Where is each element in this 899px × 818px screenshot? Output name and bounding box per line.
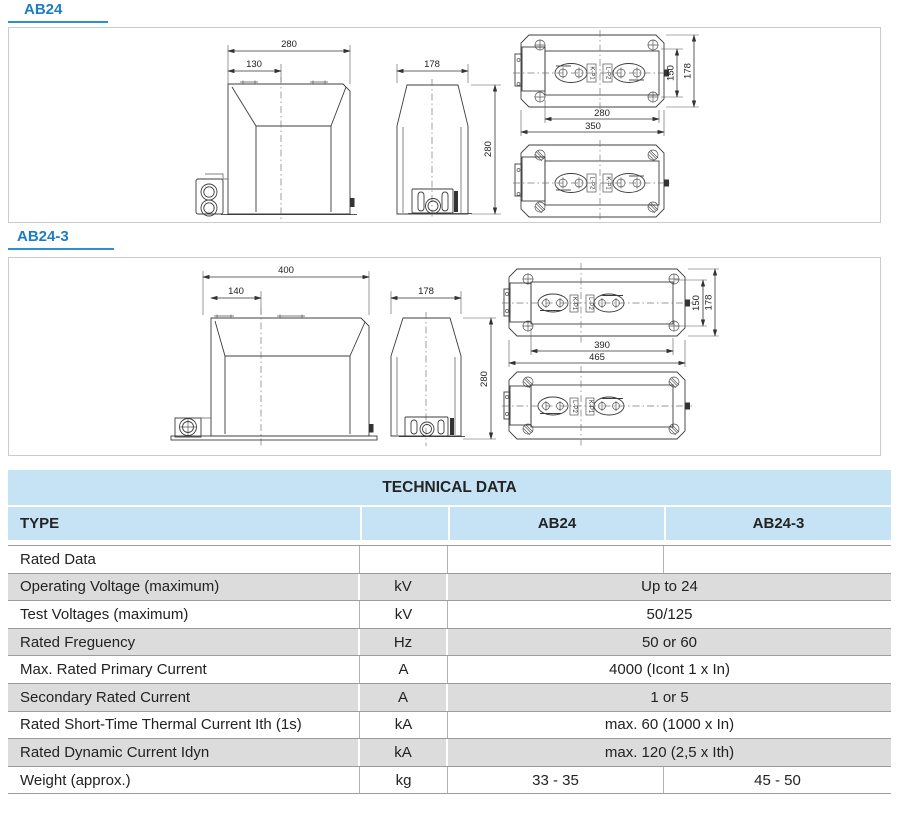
row-value: max. 60 (1000 x In) <box>604 716 735 734</box>
table-row <box>8 546 891 574</box>
terminal-label-l: L-P2 <box>587 297 593 310</box>
table-row <box>8 656 891 684</box>
section-title-ab24-3 <box>8 229 114 250</box>
ab24-bottom-view <box>513 140 671 220</box>
technical-drawing-ab24 <box>9 28 878 220</box>
dim-front-width: 400 <box>278 265 294 276</box>
ab24-3-front-view <box>171 265 377 447</box>
table-row <box>8 629 891 657</box>
section-title-ab24-text: AB24 <box>24 1 63 18</box>
table-header-row <box>8 507 891 540</box>
row-unit: kA <box>360 739 448 766</box>
terminal-label-k: K-P1 <box>588 66 595 80</box>
col-header-ab24: AB24 <box>448 507 664 540</box>
dim-top-total-width: 465 <box>589 352 605 363</box>
drawing-panel-ab24 <box>8 27 881 223</box>
technical-data-table <box>8 470 891 794</box>
dim-top-hole-span: 150 <box>691 295 702 311</box>
row-unit: A <box>360 656 448 683</box>
row-label: Operating Voltage (maximum) <box>8 574 360 601</box>
dim-side-width: 178 <box>424 59 440 70</box>
row-unit: A <box>360 684 448 711</box>
ab24-front-view <box>196 39 357 219</box>
row-label: Test Voltages (maximum) <box>8 601 360 628</box>
table-row <box>8 739 891 767</box>
row-unit: kA <box>360 712 448 739</box>
row-unit: kV <box>360 574 448 601</box>
section-title-ab24 <box>8 2 108 23</box>
technical-drawing-ab24-3 <box>9 258 878 453</box>
ab24-top-view <box>513 30 699 136</box>
row-value-ab24 <box>448 546 664 573</box>
row-value: 50 or 60 <box>641 633 698 651</box>
dim-top-body-width: 390 <box>594 340 610 351</box>
dim-top-depth: 178 <box>682 63 694 79</box>
row-value: 4000 (Icont 1 x In) <box>609 661 730 679</box>
row-label: Weight (approx.) <box>8 767 360 794</box>
row-value: 1 or 5 <box>650 688 689 706</box>
ab24-3-side-view <box>391 286 496 446</box>
table-row <box>8 684 891 712</box>
terminal-label-k: K-P1 <box>587 399 593 414</box>
row-value: 50/125 <box>646 605 693 623</box>
drawing-panel-ab24-3 <box>8 257 881 456</box>
terminal-label-k: K-P1 <box>571 296 577 311</box>
dim-top-body-width: 280 <box>594 108 610 119</box>
dim-front-offset: 140 <box>228 286 244 297</box>
row-label: Rated Dynamic Current Idyn <box>8 739 360 766</box>
dim-side-width: 178 <box>418 286 434 297</box>
row-value-ab24: 33 - 35 <box>448 767 664 794</box>
dim-front-width: 280 <box>281 39 297 50</box>
col-header-type: TYPE <box>20 515 60 532</box>
row-unit: Hz <box>360 629 448 656</box>
table-row <box>8 767 891 795</box>
row-unit: kV <box>360 601 448 628</box>
row-label: Rated Freguency <box>8 629 360 656</box>
ab24-side-view <box>397 59 501 219</box>
ab24-3-top-view <box>502 263 719 367</box>
row-value: Up to 24 <box>641 578 698 596</box>
row-unit <box>360 546 448 573</box>
table-row <box>8 712 891 740</box>
dim-top-hole-span: 150 <box>665 65 677 81</box>
dim-top-depth: 178 <box>703 294 715 311</box>
terminal-label-l: L-P2 <box>604 66 611 80</box>
row-label: Rated Data <box>8 546 360 573</box>
col-header-ab24-3: AB24-3 <box>664 507 891 540</box>
row-unit: kg <box>360 767 448 794</box>
dim-height: 280 <box>479 371 490 387</box>
table-row <box>8 601 891 629</box>
row-label: Secondary Rated Current <box>8 684 360 711</box>
ab24-3-bottom-view <box>502 366 692 446</box>
table-title: TECHNICAL DATA <box>8 470 891 507</box>
table-body <box>8 545 891 794</box>
dim-front-offset: 130 <box>246 59 262 70</box>
row-value-ab24-3: 45 - 50 <box>754 771 801 789</box>
terminal-label-k: K-P1 <box>604 176 611 190</box>
section-title-ab24-3-text: AB24-3 <box>17 228 69 245</box>
dim-top-total-width: 350 <box>585 121 601 132</box>
col-header-unit <box>360 507 448 540</box>
terminal-label-l: L-P2 <box>571 400 577 413</box>
row-value-ab24-3 <box>664 546 891 573</box>
terminal-label-l: L-P2 <box>588 176 595 190</box>
row-value: max. 120 (2,5 x Ith) <box>604 743 735 761</box>
row-label: Max. Rated Primary Current <box>8 656 360 683</box>
dim-height: 280 <box>483 141 494 157</box>
row-label: Rated Short-Time Thermal Current Ith (1s) <box>8 712 360 739</box>
table-row <box>8 574 891 602</box>
